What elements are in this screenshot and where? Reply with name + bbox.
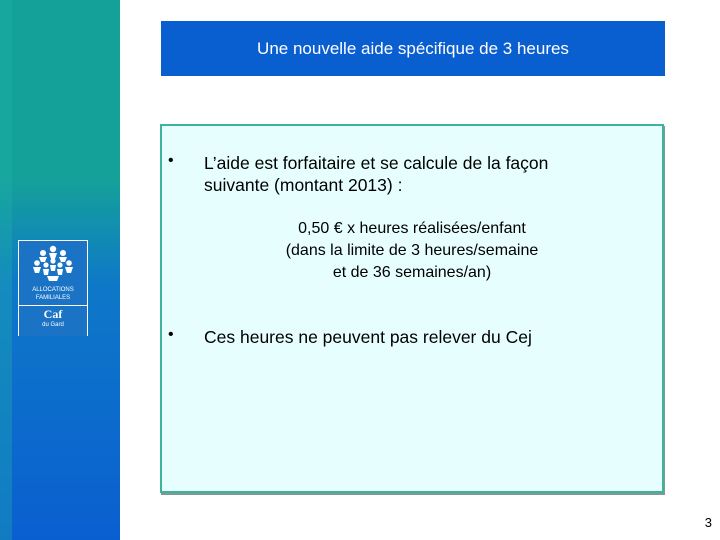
bullet-line: L’aide est forfaitaire et se calcule de la façon	[204, 153, 549, 173]
logo-line-familiales: FAMILIALES	[35, 295, 71, 301]
bullet-line: Ces heures ne peuvent pas relever du Cej	[204, 327, 532, 347]
logo-line-allocations: ALLOCATIONS	[32, 287, 74, 293]
slide-title: Une nouvelle aide spécifique de 3 heures	[257, 38, 569, 58]
formula-block	[160, 218, 664, 284]
logo-emblem-area	[19, 241, 87, 305]
page-number: 3	[704, 515, 712, 530]
slide-title-bar	[161, 21, 665, 76]
formula-line: et de 36 semaines/an)	[332, 264, 492, 281]
bullet-line: suivante (montant 2013) :	[204, 175, 403, 195]
left-edge-strip	[0, 0, 12, 540]
formula-line: (dans la limite de 3 heures/semaine	[285, 242, 539, 259]
bullet-marker: •	[168, 152, 174, 169]
logo-caf-text: Caf	[43, 307, 63, 321]
family-figures-icon	[19, 241, 87, 285]
caf-logo	[18, 240, 88, 336]
formula-line: 0,50 € x heures réalisées/enfant	[298, 220, 526, 237]
logo-region-text: du Gard	[42, 322, 64, 328]
bullet-text	[204, 326, 532, 348]
bullet-marker: •	[168, 326, 174, 343]
bullet-text	[204, 152, 548, 196]
